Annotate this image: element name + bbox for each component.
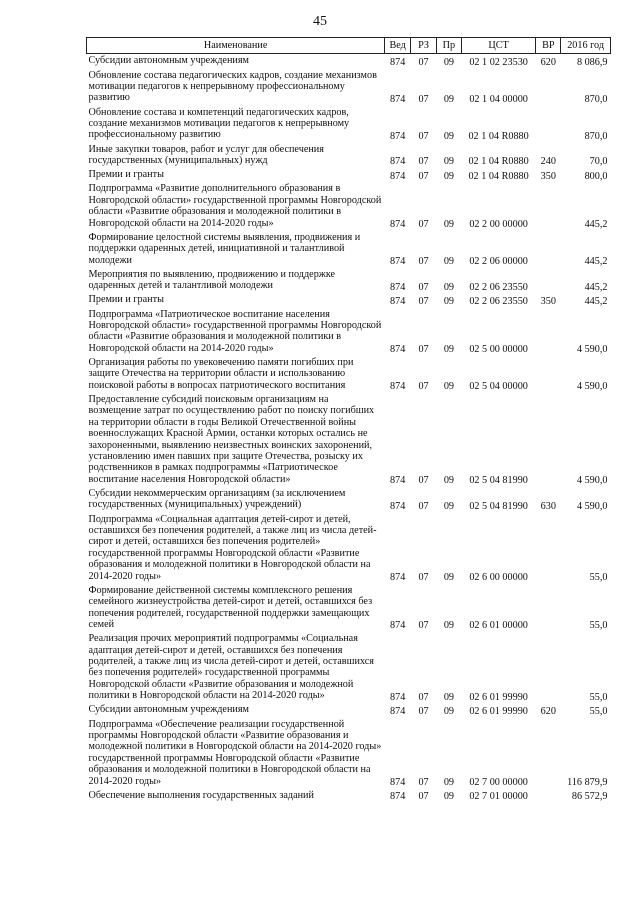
cell-name: Премии и гранты xyxy=(88,294,164,306)
table-row xyxy=(87,307,611,355)
cell-name: Подпрограмма «Развитие дополнительного образования в Новгородской области» государственной программы Новгородской области «Развитие образования и молодежной политики в Новгородской области на 2014-2020 годы» xyxy=(88,183,382,229)
cell-ved: 874 xyxy=(390,281,406,293)
cell-name: Обеспечение выполнения государственных заданий xyxy=(88,789,314,801)
cell-pr: 09 xyxy=(443,791,454,803)
table-row xyxy=(87,68,611,105)
cell-cst: 02 2 06 23550 xyxy=(469,295,528,307)
cell-sum: 870,0 xyxy=(584,130,608,142)
budget-table xyxy=(86,37,611,803)
cell-rz: 07 xyxy=(418,691,429,703)
table-row xyxy=(87,703,611,717)
table-body xyxy=(87,54,611,803)
header-ved: Вед xyxy=(385,38,411,54)
table-row xyxy=(87,293,611,307)
cell-ved: 874 xyxy=(390,620,406,632)
cell-cst: 02 5 00 00000 xyxy=(469,344,528,356)
cell-ved: 874 xyxy=(390,130,406,142)
header-cst: ЦСТ xyxy=(461,38,536,54)
cell-vr: 620 xyxy=(540,56,556,68)
cell-cst: 02 5 04 00000 xyxy=(469,381,528,393)
table-header-row xyxy=(87,38,611,54)
table-row xyxy=(87,142,611,168)
cell-ved: 874 xyxy=(390,156,406,168)
cell-cst: 02 2 06 23550 xyxy=(469,281,528,293)
cell-name: Предоставление субсидий поисковым организациям на возмещение затрат по осуществлению работ по поиску погибших на территории области в годы Великой Отечественной войны военнослужащих Красной Армии, останки которых остались не захороненными, выявлению неизвестных воинских захоронений, установлению имен павших при защите Отечества, розыску их родственников в рамках подпрограммы «Патриотическое воспитание населения Новгородской области» xyxy=(88,393,375,485)
cell-ved: 874 xyxy=(390,791,406,803)
cell-name: Мероприятия по выявлению, продвижению и поддержке одаренных детей и талантливой молодежи xyxy=(88,268,336,292)
cell-vr xyxy=(536,307,561,355)
cell-ved: 874 xyxy=(390,255,406,267)
cell-name: Подпрограмма «Социальная адаптация детей-сирот и детей, оставшихся без попечения родителей, а также лиц из числа детей-сирот и детей, оставшихся без попечения родителей» государственной программы Новгородской области «Развитие образования и молодежной политики в Новгородской области на 2014-2020 годы» xyxy=(88,513,377,582)
cell-sum: 116 879,9 xyxy=(567,777,608,789)
cell-cst: 02 6 01 00000 xyxy=(469,620,528,632)
cell-pr: 09 xyxy=(443,281,454,293)
cell-vr xyxy=(536,68,561,105)
table-row xyxy=(87,583,611,631)
cell-vr xyxy=(536,105,561,142)
cell-rz: 07 xyxy=(418,93,429,105)
cell-ved: 874 xyxy=(390,691,406,703)
cell-name: Реализация прочих мероприятий подпрограммы «Социальная адаптация детей-сирот и детей, оставшихся без попечения родителей, а также лиц из числа детей-сирот и детей, оставшихся без попечения родителей» государственной программы Новгородской области «Развитие образования и молодежной политики в Новгородской области на 2014-2020 годы» xyxy=(88,633,374,702)
cell-sum: 445,2 xyxy=(584,255,608,267)
cell-pr: 09 xyxy=(443,777,454,789)
cell-rz: 07 xyxy=(418,791,429,803)
cell-name: Формирование действенной системы комплексного решения семейного жизнеустройства детей-сирот и детей, оставшихся без попечения родителей, государственной поддержки замещающих семей xyxy=(88,584,373,631)
cell-pr: 09 xyxy=(443,93,454,105)
cell-vr: 350 xyxy=(540,295,556,307)
cell-rz: 07 xyxy=(418,156,429,168)
cell-cst: 02 5 04 81990 xyxy=(469,500,528,512)
cell-sum: 800,0 xyxy=(584,170,608,182)
cell-rz: 07 xyxy=(418,218,429,230)
cell-rz: 07 xyxy=(418,255,429,267)
cell-pr: 09 xyxy=(443,170,454,182)
cell-pr: 09 xyxy=(443,56,454,68)
header-name: Наименование xyxy=(87,38,385,54)
table-row xyxy=(87,230,611,267)
cell-sum: 55,0 xyxy=(589,620,608,632)
cell-ved: 874 xyxy=(390,295,406,307)
cell-pr: 09 xyxy=(443,295,454,307)
cell-ved: 874 xyxy=(390,170,406,182)
cell-name: Обновление состава и компетенций педагогических кадров, создание механизмов мотивации педагогов к непрерывному профессиональному развитию xyxy=(88,106,350,141)
cell-cst: 02 1 04 R0880 xyxy=(468,130,529,142)
cell-ved: 874 xyxy=(390,93,406,105)
cell-pr: 09 xyxy=(443,620,454,632)
cell-cst: 02 6 01 99990 xyxy=(469,705,528,717)
cell-sum: 55,0 xyxy=(589,572,608,583)
cell-sum: 445,2 xyxy=(584,281,608,293)
cell-ved: 874 xyxy=(390,777,406,789)
cell-pr: 09 xyxy=(443,705,454,717)
cell-sum: 445,2 xyxy=(584,295,608,307)
cell-vr xyxy=(536,788,561,802)
cell-cst: 02 1 04 00000 xyxy=(469,93,528,105)
cell-rz: 07 xyxy=(418,381,429,393)
cell-pr: 09 xyxy=(443,344,454,356)
header-vr: ВР xyxy=(536,38,561,54)
cell-sum: 4 590,0 xyxy=(576,500,608,512)
table-row xyxy=(87,512,611,583)
cell-rz: 07 xyxy=(418,777,429,789)
cell-pr: 09 xyxy=(443,381,454,393)
cell-vr: 240 xyxy=(540,156,556,168)
cell-rz: 07 xyxy=(418,56,429,68)
cell-cst: 02 6 00 00000 xyxy=(469,572,528,583)
cell-name: Организация работы по увековечению памяти погибших при защите Отечества на территории области и использованию поисковой работы в вопросах патриотического воспитания xyxy=(88,356,354,391)
cell-rz: 07 xyxy=(418,130,429,142)
cell-rz: 07 xyxy=(418,295,429,307)
cell-sum: 4 590,0 xyxy=(576,381,608,393)
cell-pr: 09 xyxy=(443,475,454,487)
table-row xyxy=(87,54,611,69)
page-number: 45 xyxy=(313,14,327,29)
cell-rz: 07 xyxy=(418,572,429,583)
cell-cst: 02 6 01 99990 xyxy=(469,691,528,703)
table-row xyxy=(87,788,611,802)
cell-ved: 874 xyxy=(390,475,406,487)
cell-sum: 70,0 xyxy=(589,156,608,168)
cell-vr xyxy=(536,632,561,703)
cell-name: Подпрограмма «Патриотическое воспитание населения Новгородской области» государственной программы Новгородской области «Развитие образования и молодежной политики в Новгородской области на 2014-2020 годы» xyxy=(88,308,382,354)
cell-cst: 02 1 04 R0880 xyxy=(468,156,529,168)
cell-cst: 02 2 06 00000 xyxy=(469,255,528,267)
table-row xyxy=(87,182,611,230)
cell-cst: 02 1 02 23530 xyxy=(469,56,528,68)
cell-rz: 07 xyxy=(418,705,429,717)
cell-ved: 874 xyxy=(390,56,406,68)
cell-rz: 07 xyxy=(418,170,429,182)
cell-pr: 09 xyxy=(443,130,454,142)
cell-sum: 4 590,0 xyxy=(576,344,608,356)
header-rz: РЗ xyxy=(411,38,437,54)
cell-sum: 86 572,9 xyxy=(571,791,608,803)
cell-name: Субсидии некоммерческим организациям (за исключением государственных (муниципальных) учреждений) xyxy=(88,487,346,511)
cell-cst: 02 2 00 00000 xyxy=(469,218,528,230)
cell-vr xyxy=(536,393,561,487)
cell-vr xyxy=(536,356,561,393)
cell-pr: 09 xyxy=(443,500,454,512)
cell-pr: 09 xyxy=(443,691,454,703)
cell-rz: 07 xyxy=(418,475,429,487)
cell-pr: 09 xyxy=(443,156,454,168)
cell-sum: 445,2 xyxy=(584,218,608,230)
header-pr: Пр xyxy=(436,38,461,54)
cell-vr: 630 xyxy=(540,500,556,512)
cell-name: Формирование целостной системы выявления, продвижения и поддержки одаренных детей, инициативной и талантливой молодежи xyxy=(88,231,361,266)
cell-name: Премии и гранты xyxy=(88,169,164,181)
table-row xyxy=(87,393,611,487)
cell-name: Иные закупки товаров, работ и услуг для обеспечения государственных (муниципальных) нужд xyxy=(88,143,324,166)
cell-vr xyxy=(536,182,561,230)
table-row xyxy=(87,356,611,393)
cell-ved: 874 xyxy=(390,705,406,717)
cell-pr: 09 xyxy=(443,572,454,583)
cell-ved: 874 xyxy=(390,344,406,356)
cell-sum: 870,0 xyxy=(584,93,608,105)
cell-sum: 55,0 xyxy=(589,691,608,703)
cell-rz: 07 xyxy=(418,620,429,632)
table-row xyxy=(87,168,611,182)
table-row xyxy=(87,267,611,293)
cell-pr: 09 xyxy=(443,218,454,230)
table-row xyxy=(87,487,611,513)
cell-name: Обновление состава педагогических кадров, создание механизмов мотивации педагогов к непрерывному профессиональному развитию xyxy=(88,69,377,104)
cell-vr xyxy=(536,583,561,631)
cell-name: Субсидии автономным учреждениям xyxy=(88,55,249,67)
cell-sum: 4 590,0 xyxy=(576,475,608,487)
cell-cst: 02 5 04 81990 xyxy=(469,475,528,487)
cell-vr: 620 xyxy=(540,705,556,717)
cell-cst: 02 1 04 R0880 xyxy=(468,170,529,182)
cell-pr: 09 xyxy=(443,255,454,267)
cell-ved: 874 xyxy=(390,500,406,512)
cell-rz: 07 xyxy=(418,500,429,512)
cell-sum: 55,0 xyxy=(589,705,608,717)
cell-cst: 02 7 00 00000 xyxy=(469,777,528,789)
table-row xyxy=(87,717,611,788)
cell-rz: 07 xyxy=(418,344,429,356)
cell-name: Подпрограмма «Обеспечение реализации государственной программы Новгородской области «Развитие образования и молодежной политики в Новгородской области на 2014-2020 годы» государственной программы Новгородской области «Развитие образования и молодежной политики в Новгородской области на 2014-2020 годы» xyxy=(88,718,382,787)
cell-ved: 874 xyxy=(390,572,406,583)
cell-rz: 07 xyxy=(418,281,429,293)
cell-ved: 874 xyxy=(390,381,406,393)
cell-vr xyxy=(536,512,561,583)
table-row xyxy=(87,105,611,142)
cell-vr: 350 xyxy=(540,170,556,182)
cell-vr xyxy=(536,717,561,788)
cell-cst: 02 7 01 00000 xyxy=(469,791,528,803)
cell-vr xyxy=(536,267,561,293)
table-row xyxy=(87,632,611,703)
cell-sum: 8 086,9 xyxy=(576,56,608,68)
cell-vr xyxy=(536,230,561,267)
header-year: 2016 год xyxy=(561,38,611,54)
cell-name: Субсидии автономным учреждениям xyxy=(88,704,249,716)
cell-ved: 874 xyxy=(390,218,406,230)
